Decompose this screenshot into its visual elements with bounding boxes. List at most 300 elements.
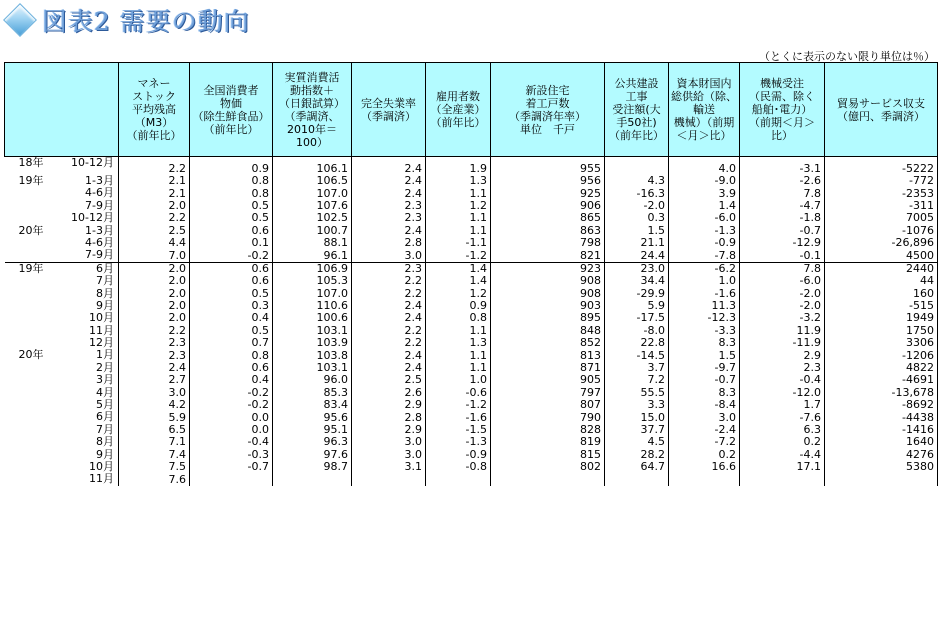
table-cell: -16.3	[605, 187, 669, 199]
table-cell: -311	[825, 200, 938, 212]
table-cell: -0.8	[426, 461, 491, 473]
row-period: 1月	[96, 349, 114, 362]
table-cell: 4500	[825, 249, 938, 262]
table-cell: -6.0	[740, 275, 825, 287]
row-period: 1-3月	[85, 175, 114, 187]
table-cell: 55.5	[605, 387, 669, 399]
table-cell: 97.6	[273, 449, 352, 461]
table-cell: 798	[491, 237, 605, 249]
row-period: 10月	[89, 312, 114, 325]
table-cell: 3306	[825, 337, 938, 349]
table-cell: -2.0	[740, 288, 825, 300]
table-cell: -5222	[825, 157, 938, 176]
table-cell: -14.5	[605, 349, 669, 361]
table-cell: 4.2	[119, 399, 190, 411]
table-cell: 6.5	[119, 424, 190, 436]
row-period: 4-6月	[85, 187, 114, 200]
table-row	[5, 436, 938, 448]
table-cell: 8.3	[669, 337, 740, 349]
table-cell: 0.0	[190, 411, 273, 423]
table-cell: -12.9	[740, 237, 825, 249]
table-cell: -0.7	[190, 461, 273, 473]
table-cell: -4438	[825, 411, 938, 423]
table-row	[5, 349, 938, 361]
table-cell: -1.2	[426, 249, 491, 262]
table-cell: 4.4	[119, 237, 190, 249]
table-cell: 2.9	[352, 399, 426, 411]
row-label	[5, 399, 119, 411]
table-row	[5, 424, 938, 436]
table-cell: 0.1	[190, 237, 273, 249]
table-cell: 2.4	[352, 349, 426, 361]
table-cell: 1640	[825, 436, 938, 448]
table-cell: 0.2	[669, 449, 740, 461]
table-cell: 1.1	[426, 325, 491, 337]
table-cell: -0.2	[190, 399, 273, 411]
table-cell: 821	[491, 249, 605, 262]
table-cell: 1.1	[426, 349, 491, 361]
column-header: 公共建設 工事 受注額(大 手50社) （前年比）	[605, 63, 669, 157]
table-cell: 0.5	[190, 200, 273, 212]
table-cell: 2.8	[352, 411, 426, 423]
table-cell: 1.5	[605, 225, 669, 237]
column-header: 全国消費者 物価 （除生鮮食品） （前年比）	[190, 63, 273, 157]
table-cell: 100.6	[273, 312, 352, 324]
table-cell: 2.3	[119, 349, 190, 361]
table-cell: 813	[491, 349, 605, 361]
table-cell: 1.1	[426, 362, 491, 374]
table-cell: 2.9	[740, 349, 825, 361]
table-cell: 2.9	[352, 424, 426, 436]
table-cell: 2.0	[119, 312, 190, 324]
table-cell: 3.0	[352, 249, 426, 262]
table-cell: -1.1	[426, 237, 491, 249]
table-cell: -4.7	[740, 200, 825, 212]
table-cell: 7.8	[740, 187, 825, 199]
table-cell: -7.8	[669, 249, 740, 262]
table-row	[5, 187, 938, 199]
table-cell: 3.1	[352, 461, 426, 473]
table-cell: 2.4	[352, 300, 426, 312]
table-cell: 863	[491, 225, 605, 237]
table-cell: 1.4	[669, 200, 740, 212]
table-cell: 7.6	[119, 473, 190, 485]
column-header: 機械受注 （民需、除く 船舶･電力） （前期＜月＞ 比）	[740, 63, 825, 157]
unit-note: （とくに表示のない限り単位は％）	[759, 50, 935, 63]
table-cell: 107.0	[273, 288, 352, 300]
table-cell: -0.9	[669, 237, 740, 249]
table-cell: 4276	[825, 449, 938, 461]
table-cell: 2.4	[352, 362, 426, 374]
table-cell: 15.0	[605, 411, 669, 423]
table-cell: -0.7	[669, 374, 740, 386]
table-cell: 44	[825, 275, 938, 287]
table-cell: -1076	[825, 225, 938, 237]
table-cell: -6.0	[669, 212, 740, 224]
header-row	[5, 63, 938, 157]
table-cell: 0.5	[190, 325, 273, 337]
row-label	[5, 325, 119, 337]
table-cell: 24.4	[605, 249, 669, 262]
table-cell: 1.3	[426, 175, 491, 187]
demand-trends-table	[4, 62, 938, 486]
table-cell: 7005	[825, 212, 938, 224]
table-cell: 797	[491, 387, 605, 399]
table-cell: 0.7	[190, 337, 273, 349]
table-cell: 2.3	[119, 337, 190, 349]
row-label	[5, 200, 119, 212]
table-cell: 955	[491, 157, 605, 176]
table-cell: 2.3	[352, 200, 426, 212]
diamond-bullet-icon	[3, 3, 37, 37]
table-cell: -0.3	[190, 449, 273, 461]
table-row	[5, 473, 938, 485]
row-label	[5, 387, 119, 399]
row-period: 1-3月	[85, 224, 114, 237]
table-cell: 103.8	[273, 349, 352, 361]
table-row	[5, 262, 938, 275]
row-period: 10-12月	[71, 156, 114, 169]
table-cell: 3.0	[669, 411, 740, 423]
row-year: 18年	[18, 156, 44, 169]
table-row	[5, 288, 938, 300]
row-label	[5, 300, 119, 312]
table-cell: 95.6	[273, 411, 352, 423]
table-cell: 3.7	[605, 362, 669, 374]
table-cell: -7.6	[740, 411, 825, 423]
table-cell: -0.7	[740, 225, 825, 237]
table-cell: 7.0	[119, 249, 190, 262]
table-cell: 1.4	[426, 262, 491, 275]
table-cell: 0.4	[190, 312, 273, 324]
table-cell: 6.3	[740, 424, 825, 436]
row-label	[5, 411, 119, 423]
table-cell: -17.5	[605, 312, 669, 324]
table-cell: 1.0	[426, 374, 491, 386]
table-cell: 106.9	[273, 262, 352, 275]
table-cell: 4822	[825, 362, 938, 374]
row-period: 9月	[96, 299, 114, 312]
table-cell: 2.4	[352, 187, 426, 199]
table-cell: 0.6	[190, 275, 273, 287]
row-year: 20年	[18, 349, 44, 362]
table-cell: 2.3	[352, 212, 426, 224]
table-cell: -2.4	[669, 424, 740, 436]
table-row	[5, 300, 938, 312]
table-cell: -6.2	[669, 262, 740, 275]
table-cell: 1.3	[426, 337, 491, 349]
row-label	[5, 312, 119, 324]
table-cell: 1.7	[740, 399, 825, 411]
table-cell: 908	[491, 288, 605, 300]
table-cell: -1.6	[669, 288, 740, 300]
row-label	[5, 374, 119, 386]
table-cell: -26,896	[825, 237, 938, 249]
row-label	[5, 175, 119, 187]
table-cell: -0.2	[190, 249, 273, 262]
table-cell: 2.4	[119, 362, 190, 374]
table-cell	[190, 473, 273, 485]
table-cell: -1.6	[426, 411, 491, 423]
table-cell: 0.3	[605, 212, 669, 224]
row-label	[5, 436, 119, 448]
table-row	[5, 399, 938, 411]
table-cell: 2.4	[352, 312, 426, 324]
table-cell: 0.3	[190, 300, 273, 312]
table-cell: 160	[825, 288, 938, 300]
table-cell: 2.3	[740, 362, 825, 374]
table-cell: 802	[491, 461, 605, 473]
table-cell: 21.1	[605, 237, 669, 249]
table-cell: -1.3	[669, 225, 740, 237]
table-cell: 0.6	[190, 362, 273, 374]
table-cell: 956	[491, 175, 605, 187]
table-cell: 2.6	[352, 387, 426, 399]
header-corner	[5, 63, 119, 157]
table-cell: 925	[491, 187, 605, 199]
table-cell: 7.1	[119, 436, 190, 448]
table-cell: 7.4	[119, 449, 190, 461]
table-cell: 4.5	[605, 436, 669, 448]
row-label	[5, 249, 119, 262]
table-cell: -1206	[825, 349, 938, 361]
table-cell: -8692	[825, 399, 938, 411]
table-cell: 3.0	[119, 387, 190, 399]
table-cell: 2.0	[119, 200, 190, 212]
row-label	[5, 187, 119, 199]
column-header: 新設住宅 着工戸数 （季調済年率） 単位 千戸	[491, 63, 605, 157]
table-cell: 11.9	[740, 325, 825, 337]
table-cell: 848	[491, 325, 605, 337]
row-label	[5, 225, 119, 237]
row-label	[5, 337, 119, 349]
table-cell: 5.9	[119, 411, 190, 423]
table-cell: 2.4	[352, 175, 426, 187]
table-cell: -13,678	[825, 387, 938, 399]
table-cell: 923	[491, 262, 605, 275]
table-cell: 2.7	[119, 374, 190, 386]
table-cell: -4.4	[740, 449, 825, 461]
table-cell: 1.0	[669, 275, 740, 287]
row-label	[5, 157, 119, 176]
table-cell: 106.5	[273, 175, 352, 187]
table-cell	[825, 473, 938, 485]
table-cell: 16.6	[669, 461, 740, 473]
column-header: 完全失業率 （季調済）	[352, 63, 426, 157]
table-cell: 88.1	[273, 237, 352, 249]
table-cell: 2.2	[352, 337, 426, 349]
table-cell: 3.0	[352, 436, 426, 448]
table-row	[5, 312, 938, 324]
row-label	[5, 362, 119, 374]
table-cell: 1750	[825, 325, 938, 337]
table-cell: 2.2	[119, 212, 190, 224]
row-label	[5, 262, 119, 275]
row-label	[5, 212, 119, 224]
row-label	[5, 461, 119, 473]
table-row	[5, 200, 938, 212]
table-cell: -0.6	[426, 387, 491, 399]
table-cell: -12.0	[740, 387, 825, 399]
table-cell: 103.9	[273, 337, 352, 349]
table-cell: 2.4	[352, 157, 426, 176]
table-cell: -0.4	[190, 436, 273, 448]
table-cell: 2.2	[352, 275, 426, 287]
table-cell: -8.4	[669, 399, 740, 411]
table-cell: 852	[491, 337, 605, 349]
table-cell: 0.5	[190, 288, 273, 300]
table-cell: 0.5	[190, 212, 273, 224]
table-cell	[669, 473, 740, 485]
table-cell: 0.8	[190, 349, 273, 361]
row-period: 4-6月	[85, 236, 114, 249]
table-cell: 7.5	[119, 461, 190, 473]
table-cell: 1.4	[426, 275, 491, 287]
table-cell: 865	[491, 212, 605, 224]
row-period: 2月	[96, 361, 114, 374]
row-label	[5, 288, 119, 300]
column-header: 雇用者数 （全産業） （前年比）	[426, 63, 491, 157]
table-row	[5, 461, 938, 473]
table-cell: 2.0	[119, 262, 190, 275]
table-cell: 1.5	[669, 349, 740, 361]
table-cell: 1949	[825, 312, 938, 324]
row-period: 6月	[96, 262, 114, 275]
table-cell: 96.1	[273, 249, 352, 262]
title-bar	[2, 3, 250, 37]
table-cell: -29.9	[605, 288, 669, 300]
table-cell	[491, 473, 605, 485]
table-cell: 102.5	[273, 212, 352, 224]
table-row	[5, 157, 938, 176]
row-period: 11月	[89, 473, 114, 486]
table-cell: 0.6	[190, 262, 273, 275]
table-cell: -3.1	[740, 157, 825, 176]
table-cell: 100.7	[273, 225, 352, 237]
table-cell: -772	[825, 175, 938, 187]
table-cell: 0.9	[426, 300, 491, 312]
table-cell	[605, 157, 669, 176]
table-cell: 828	[491, 424, 605, 436]
table-cell: 5380	[825, 461, 938, 473]
table-cell: 2.2	[119, 325, 190, 337]
table-cell: -0.2	[190, 387, 273, 399]
table-cell: -515	[825, 300, 938, 312]
table-cell: 1.2	[426, 200, 491, 212]
table-cell: -4691	[825, 374, 938, 386]
table-cell: -8.0	[605, 325, 669, 337]
table-cell: 2.2	[352, 288, 426, 300]
table-row	[5, 175, 938, 187]
table-cell: -2.0	[605, 200, 669, 212]
table-cell: 103.1	[273, 325, 352, 337]
table-cell: -11.9	[740, 337, 825, 349]
table-cell: 2.5	[352, 374, 426, 386]
table-cell: 34.4	[605, 275, 669, 287]
table-cell: 3.9	[669, 187, 740, 199]
table-cell: 7.8	[740, 262, 825, 275]
table-cell: 0.2	[740, 436, 825, 448]
table-cell: 96.3	[273, 436, 352, 448]
table-cell: 1.9	[426, 157, 491, 176]
row-period: 7月	[96, 423, 114, 436]
table-cell	[273, 473, 352, 485]
row-period: 10月	[89, 460, 114, 473]
table-cell: 103.1	[273, 362, 352, 374]
table-cell: -2.0	[740, 300, 825, 312]
table-cell: -1.5	[426, 424, 491, 436]
table-cell: 906	[491, 200, 605, 212]
table-cell: 905	[491, 374, 605, 386]
row-label	[5, 237, 119, 249]
table-cell: 106.1	[273, 157, 352, 176]
row-year: 19年	[18, 262, 44, 275]
table-cell: 2.1	[119, 187, 190, 199]
row-year: 20年	[18, 224, 44, 237]
table-cell: 28.2	[605, 449, 669, 461]
table-row	[5, 362, 938, 374]
table-row	[5, 374, 938, 386]
table-cell: -7.2	[669, 436, 740, 448]
row-label	[5, 473, 119, 485]
table-cell: 107.6	[273, 200, 352, 212]
row-period: 3月	[96, 374, 114, 387]
table-cell: -1.2	[426, 399, 491, 411]
column-header: 実質消費活 動指数＋ （日銀試算） （季調済、 2010年＝100）	[273, 63, 352, 157]
column-header: マネー ストック 平均残高 （M3） （前年比）	[119, 63, 190, 157]
table-cell: 790	[491, 411, 605, 423]
table-cell: 3.0	[352, 449, 426, 461]
table-cell: 105.3	[273, 275, 352, 287]
row-period: 6月	[96, 411, 114, 424]
table-row	[5, 387, 938, 399]
table-cell: 11.3	[669, 300, 740, 312]
row-period: 7月	[96, 275, 114, 288]
row-year: 19年	[18, 175, 44, 187]
table-cell: -2353	[825, 187, 938, 199]
table-cell: 807	[491, 399, 605, 411]
table-row	[5, 449, 938, 461]
table-cell: 815	[491, 449, 605, 461]
page-title: 図表2 需要の動向	[42, 7, 250, 36]
table-cell: 2.2	[119, 157, 190, 176]
table-cell: 8.3	[669, 387, 740, 399]
table-cell: 2.1	[119, 175, 190, 187]
table-cell: 95.1	[273, 424, 352, 436]
table-cell: 98.7	[273, 461, 352, 473]
table-row	[5, 275, 938, 287]
row-period: 11月	[89, 324, 114, 337]
table-cell: 2.0	[119, 275, 190, 287]
table-row	[5, 212, 938, 224]
table-cell: -0.9	[426, 449, 491, 461]
table-cell	[352, 473, 426, 485]
table-cell: -1416	[825, 424, 938, 436]
row-period: 4月	[96, 386, 114, 399]
row-period: 12月	[89, 337, 114, 350]
table-cell: 871	[491, 362, 605, 374]
table-cell: -0.4	[740, 374, 825, 386]
table-cell: 2.0	[119, 288, 190, 300]
table-cell: 0.8	[426, 312, 491, 324]
table-cell	[740, 473, 825, 485]
table-cell: 110.6	[273, 300, 352, 312]
table-cell: 85.3	[273, 387, 352, 399]
table-cell: 0.4	[190, 374, 273, 386]
table-cell: -2.6	[740, 175, 825, 187]
table-cell: 2.8	[352, 237, 426, 249]
table-cell: 7.2	[605, 374, 669, 386]
